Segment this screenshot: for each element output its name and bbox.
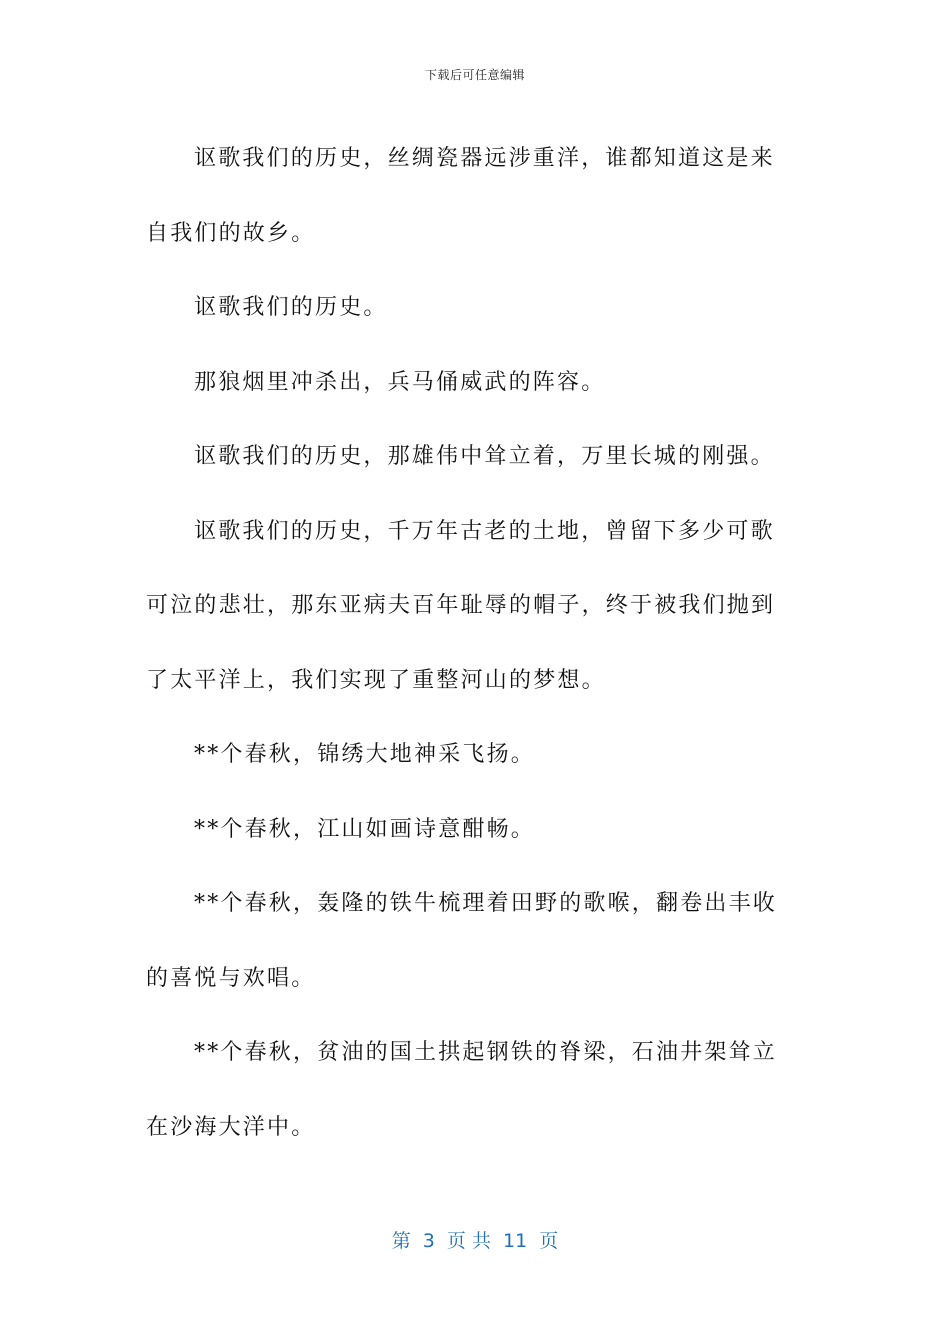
paragraph: 讴歌我们的历史，那雄伟中耸立着，万里长城的刚强。 <box>194 444 775 469</box>
paragraph: **个春秋，贫油的国土拱起钢铁的脊梁，石油井架耸立在沙海大洋中。 <box>146 1040 778 1140</box>
paragraph: **个春秋，锦绣大地神采飞扬。 <box>194 742 536 767</box>
paragraph: 讴歌我们的历史，丝绸瓷器远涉重洋，谁都知道这是来自我们的故乡。 <box>146 146 775 246</box>
paragraph: 讴歌我们的历史，千万年古老的土地，曾留下多少可歌可泣的悲壮，那东亚病夫百年耻辱的帽子，终于被我们抛到了太平洋上，我们实现了重整河山的梦想。 <box>146 518 776 693</box>
document-body <box>146 122 796 1165</box>
paragraph: 那狼烟里冲杀出，兵马俑威武的阵容。 <box>194 369 606 395</box>
paragraph: **个春秋，轰隆的铁牛梳理着田野的歌喉，翻卷出丰收的喜悦与欢唱。 <box>146 891 778 991</box>
page-number-footer: 第 3 页 共 11 页 <box>391 1230 559 1252</box>
paragraph: 讴歌我们的历史。 <box>194 295 388 320</box>
header-note: 下载后可任意编辑 <box>424 68 525 82</box>
paragraph: **个春秋，江山如画诗意酣畅。 <box>194 816 536 842</box>
